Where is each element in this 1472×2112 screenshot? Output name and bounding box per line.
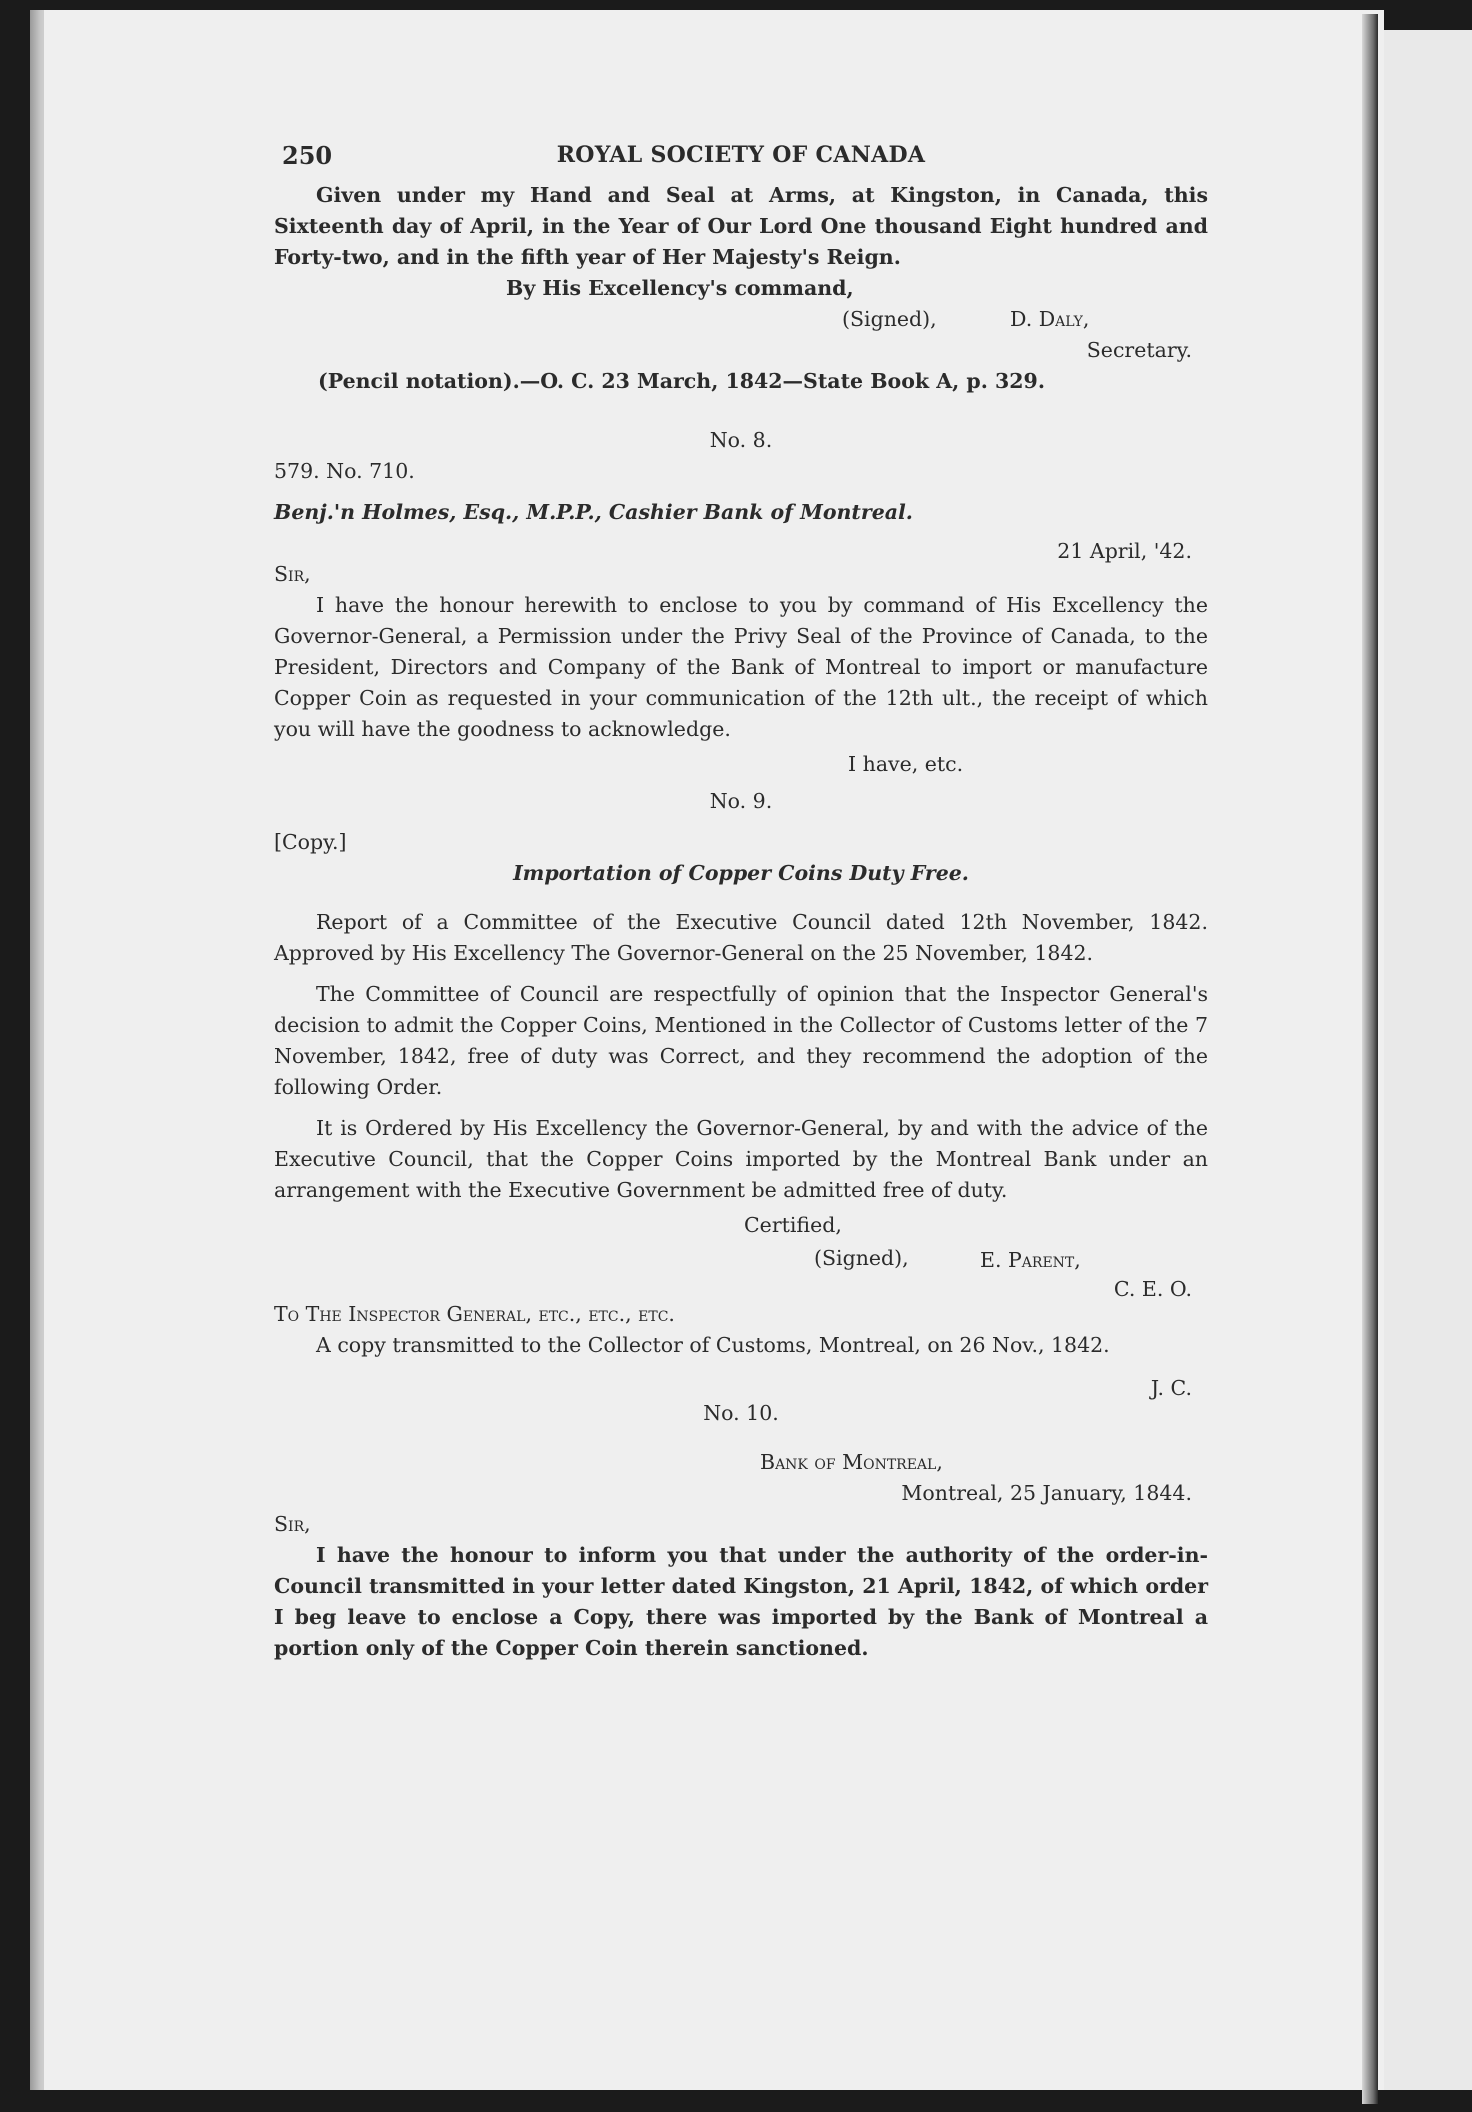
- doc9-signed-label: (Signed),: [814, 1246, 909, 1270]
- doc8-body: I have the honour herewith to enclose to you by command of His Excellency the Governor-General, a Permission under the Privy Seal of the Province of Canada, to the President, Directors and Company of the Bank of Montreal to import or manufacture Copper Coin as requested in your communication of the 12th ult., the receipt of which you will have the goodness to acknowledge.: [274, 593, 1208, 741]
- doc9-transmittal: A copy transmitted to the Collector of Customs, Montreal, on 26 Nov., 1842.: [316, 1333, 1110, 1357]
- page-gutter-shadow: [1362, 14, 1378, 2104]
- command-line: [274, 273, 1208, 304]
- doc8-closing: I have, etc.: [848, 752, 964, 776]
- doc9-certified: Certified,: [744, 1213, 842, 1237]
- doc9-initials-line: [274, 1361, 1208, 1400]
- doc9-signatory-title-line: [274, 1268, 1208, 1299]
- doc8-addressee: Benj.'n Holmes, Esq., M.P.P., Cashier Bank of Montreal.: [274, 500, 913, 524]
- adjacent-page-sliver: [1384, 30, 1472, 2090]
- signed-label: (Signed),: [842, 307, 937, 331]
- doc8-number: No. 8.: [709, 428, 773, 452]
- doc8-reference: 579. No. 710.: [274, 459, 415, 483]
- doc10-sender-line: [274, 1447, 1208, 1478]
- signature-line: [274, 304, 1208, 335]
- doc9-signature-line: [274, 1237, 1208, 1272]
- doc9-initials: J. C.: [1150, 1376, 1192, 1400]
- doc10-place-date: Montreal, 25 January, 1844.: [901, 1481, 1192, 1505]
- doc9-para1: Report of a Committee of the Executive Council dated 12th November, 1842. Approved by His Excellency The Governor-General on the 25 November, 1842.: [274, 910, 1208, 965]
- doc9-signatory-title: C. E. O.: [1113, 1277, 1192, 1301]
- doc9-heading: Importation of Copper Coins Duty Free.: [513, 861, 969, 885]
- doc10-body: I have the honour to inform you that under the authority of the order-in-Council transmitted in your letter dated Kingston, 21 April, 1842, of which order I beg leave to enclose a Copy, there was imported by the Bank of Montreal a portion only of the Copper Coin therein sanctioned.: [274, 1543, 1208, 1660]
- running-header: [274, 140, 1208, 180]
- doc8-date-line: [274, 528, 1208, 563]
- pencil-notation: (Pencil notation).—O. C. 23 March, 1842—State Book A, p. 329.: [318, 369, 1045, 393]
- page-number: 250: [282, 141, 333, 170]
- command-text: By His Excellency's command,: [506, 276, 854, 300]
- doc9-para3: It is Ordered by His Excellency the Governor-General, by and with the advice of the Executive Council, that the Copper Coins imported by the Montreal Bank under an arrangement with the Executive Government be admitted free of duty.: [274, 1116, 1208, 1202]
- doc10-sender: Bank of Montreal,: [760, 1450, 943, 1474]
- doc9-certified-line: [274, 1206, 1208, 1237]
- doc9-number: No. 9.: [709, 789, 773, 813]
- page-text: [274, 140, 1208, 1664]
- doc8-date: 21 April, '42.: [1057, 539, 1192, 563]
- doc9-to-line: To The Inspector General, etc., etc., etc.: [274, 1302, 675, 1326]
- signatory-name: D. Daly,: [1010, 307, 1090, 331]
- doc10-number: No. 10.: [703, 1401, 779, 1425]
- doc8-closing-line: [274, 745, 1208, 776]
- doc9-signatory-name: E. Parent,: [980, 1248, 1081, 1272]
- pencil-notation-line: [274, 366, 1208, 397]
- running-title: ROYAL SOCIETY OF CANADA: [556, 142, 926, 168]
- proclamation-text: Given under my Hand and Seal at Arms, at Kingston, in Canada, this Sixteenth day of April, in the Year of Our Lord One thousand Eight hundred and Forty-two, and in the fifth year of Her Majesty's Reign.: [274, 183, 1208, 269]
- doc10-place-date-line: [274, 1478, 1208, 1509]
- doc9-copy-note: [Copy.]: [274, 830, 347, 854]
- signatory-title: Secretary.: [1086, 338, 1192, 362]
- doc9-para2: The Committee of Council are respectfully of opinion that the Inspector General's decision to admit the Copper Coins, Mentioned in the Collector of Customs letter of the 7 November, 1842, free of duty was Correct, and they recommend the adoption of the following Order.: [274, 982, 1208, 1099]
- signatory-title-line: [274, 335, 1208, 366]
- doc10-salutation: Sir,: [274, 1512, 311, 1536]
- doc8-salutation: Sir,: [274, 562, 311, 586]
